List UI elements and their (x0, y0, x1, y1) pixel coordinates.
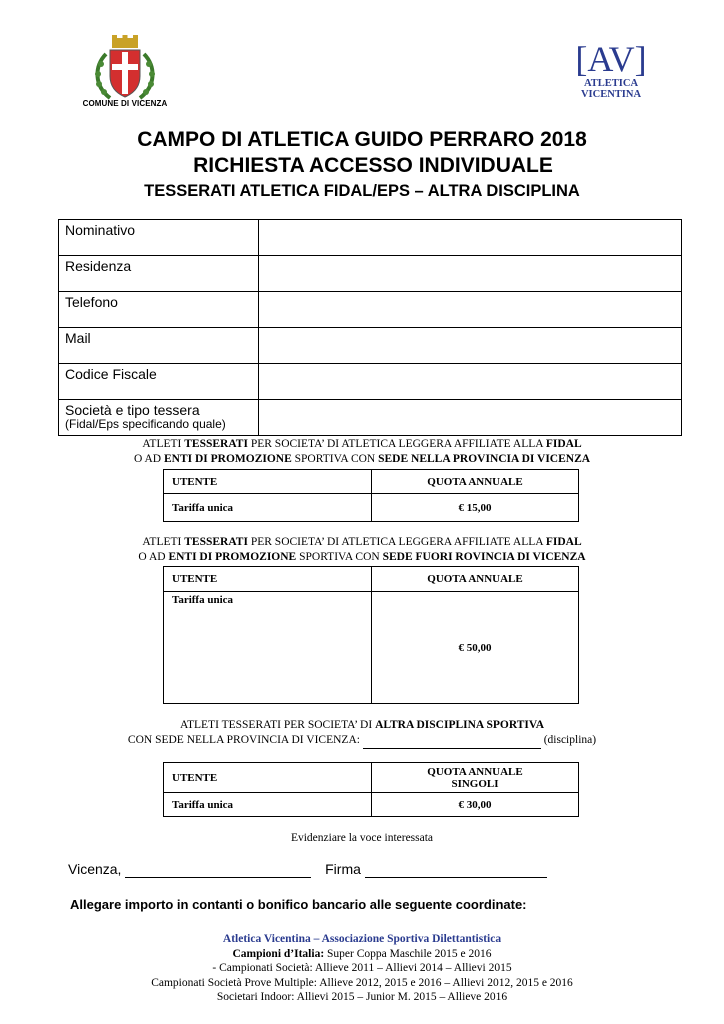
atletica-vicentina-logo (570, 40, 652, 112)
col-header-quota: QUOTA ANNUALE SINGOLI (372, 763, 579, 793)
col-header-quota: QUOTA ANNUALE (372, 470, 579, 494)
comune-logo-caption: COMUNE DI VICENZA (82, 99, 168, 108)
footer-line2: Campioni d’Italia: Super Coppa Maschile 2015 e 2016 (232, 947, 492, 960)
footer-line5: Societari Indoor: Allievi 2015 – Junior M. 2015 – Allieve 2016 (216, 991, 508, 1003)
table-row (164, 793, 579, 817)
page-sub-subtitle: TESSERATI ATLETICA FIDAL/EPS – ALTRA DISCIPLINA (144, 182, 580, 200)
date-input-line[interactable] (125, 861, 311, 878)
table-row (164, 763, 579, 793)
table-row (59, 256, 682, 292)
field-input-telefono[interactable] (259, 292, 682, 328)
signature-row (68, 861, 547, 878)
place-label: Vicenza, (68, 861, 122, 877)
footer-line4: Campionati Società Prove Multiple: Allieve 2012, 2015 e 2016 – Allievi 2012, 2015 e 2016 (151, 976, 573, 989)
row-label-tariffa: Tariffa unica (164, 793, 372, 817)
section1-heading: ATLETI TESSERATI PER SOCIETA’ DI ATLETICA LEGGERA AFFILIATE ALLA FIDAL O AD ENTI DI PROMOZIONE SPORTIVA CON SEDE NELLA PROVINCIA DI VICENZA (133, 438, 591, 465)
row-value-quota: € 15,00 (372, 494, 579, 522)
fee-table-fidal-fuori-provincia (163, 566, 579, 704)
highlight-note: Evidenziare la voce interessata (290, 832, 434, 844)
row-label-tariffa: Tariffa unica (164, 494, 372, 522)
table-row (59, 292, 682, 328)
col-header-quota: QUOTA ANNUALE (372, 567, 579, 592)
col-header-utente: UTENTE (164, 567, 372, 592)
page-title: CAMPO DI ATLETICA GUIDO PERRARO 2018 (137, 128, 587, 151)
row-label-tariffa: Tariffa unica (164, 592, 372, 704)
bank-instructions: Allegare importo in contanti o bonifico bancario alle seguente coordinate: (70, 897, 527, 912)
field-label-codice-fiscale: Codice Fiscale (59, 364, 259, 400)
section2-heading: ATLETI TESSERATI PER SOCIETA’ DI ATLETICA LEGGERA AFFILIATE ALLA FIDAL O AD ENTI DI PROMOZIONE SPORTIVA CON SEDE FUORI ROVINCIA DI VICENZA (138, 536, 586, 563)
disciplina-input-line[interactable] (363, 733, 541, 749)
table-row (59, 220, 682, 256)
fee-table-fidal-vicenza (163, 469, 579, 522)
col-header-utente: UTENTE (164, 470, 372, 494)
col-header-utente: UTENTE (164, 763, 372, 793)
row-value-quota: € 30,00 (372, 793, 579, 817)
av-logo-line1: ATLETICA (583, 78, 639, 89)
footer-club-name: Atletica Vicentina – Associazione Sportiva Dilettantistica (222, 933, 502, 945)
table-row (164, 567, 579, 592)
table-row (59, 364, 682, 400)
av-logo-mark: [AV] (575, 39, 647, 79)
table-row (164, 592, 579, 704)
table-row (59, 328, 682, 364)
field-label-societa: Società e tipo tessera (Fidal/Eps specificando quale) (59, 400, 259, 436)
field-input-nominativo[interactable] (259, 220, 682, 256)
footer-line3: - Campionati Società: Allieve 2011 – Allievi 2014 – Allievi 2015 (212, 962, 512, 974)
field-input-codice-fiscale[interactable] (259, 364, 682, 400)
table-row (164, 494, 579, 522)
field-input-societa[interactable] (259, 400, 682, 436)
field-label-residenza: Residenza (59, 256, 259, 292)
table-row (164, 470, 579, 494)
field-label-nominativo: Nominativo (59, 220, 259, 256)
signature-label: Firma (325, 861, 361, 877)
personal-data-table (58, 219, 682, 436)
field-input-residenza[interactable] (259, 256, 682, 292)
section3-heading: ATLETI TESSERATI PER SOCIETA’ DI ALTRA DISCIPLINA SPORTIVA CON SEDE NELLA PROVINCIA DI VICENZA: (disciplina) (0, 718, 724, 749)
signature-input-line[interactable] (365, 861, 547, 878)
footer (0, 932, 724, 1005)
field-input-mail[interactable] (259, 328, 682, 364)
av-logo-line2: VICENTINA (580, 89, 642, 100)
field-label-mail: Mail (59, 328, 259, 364)
field-label-societa-sub: (Fidal/Eps specificando quale) (65, 417, 226, 431)
fee-table-altra-disciplina (163, 762, 579, 817)
field-label-telefono: Telefono (59, 292, 259, 328)
page-subtitle: RICHIESTA ACCESSO INDIVIDUALE (193, 154, 553, 177)
table-row (59, 400, 682, 436)
row-value-quota: € 50,00 (372, 592, 579, 704)
